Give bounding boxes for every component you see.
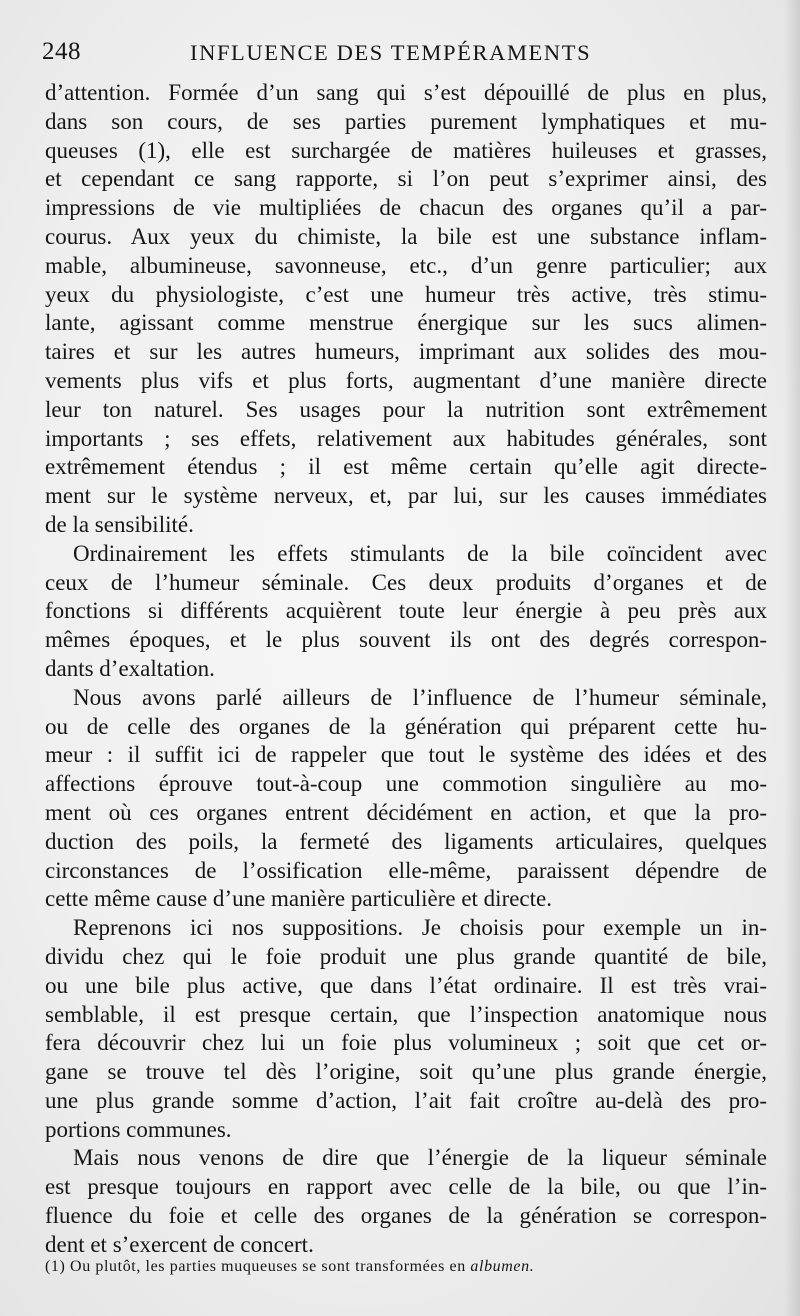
page-header — [42, 38, 762, 72]
text-line: mable, albumineuse, savonneuse, etc., d’un genre particulier; aux — [45, 252, 767, 278]
text-line: ou une bile plus active, que dans l’état ordinaire. Il est très vrai- — [45, 972, 767, 998]
text-line: dividu chez qui le foie produit une plus grande quantité de bile, — [45, 943, 767, 969]
text-line: Reprenons ici nos suppositions. Je choisis pour exemple un in- — [73, 915, 767, 941]
text-line: Nous avons parlé ailleurs de l’influence de l’humeur séminale, — [73, 684, 767, 710]
text-line: fluence du foie et celle des organes de la génération se correspon- — [45, 1203, 767, 1229]
text-line: de la sensibilité. — [45, 511, 194, 537]
text-line: importants ; ses effets, relativement aux habitudes générales, sont — [45, 425, 767, 451]
text-line: portions communes. — [45, 1116, 232, 1142]
text-line: gane se trouve tel dès l’origine, soit qu’une plus grande énergie, — [45, 1059, 767, 1085]
text-line: impressions de vie multipliées de chacun des organes qu’il a par- — [45, 195, 767, 221]
paragraph — [45, 540, 767, 684]
text-line: dent et s’exercent de concert. — [45, 1231, 314, 1257]
text-line: et cependant ce sang rapporte, si l’on peut s’exprimer ainsi, des — [45, 166, 767, 192]
body-text — [45, 79, 767, 1260]
page-edge-shadow — [784, 0, 800, 1316]
text-line: une plus grande somme d’action, l’ait fait croître au-delà des pro- — [45, 1087, 767, 1113]
paragraph — [45, 1144, 767, 1259]
text-line: affections éprouve tout-à-coup une commotion singulière au mo- — [45, 771, 767, 797]
text-line: leur ton naturel. Ses usages pour la nutrition sont extrêmement — [45, 396, 767, 422]
text-line: est presque toujours en rapport avec celle de la bile, ou que l’in- — [45, 1174, 767, 1200]
paragraph — [45, 79, 767, 540]
footnote-text: (1) Ou plutôt, les parties muqueuses se sont transformées en — [45, 1258, 466, 1275]
text-line: ment où ces organes entrent décidément en action, et que la pro- — [45, 799, 767, 825]
text-line: semblable, il est presque certain, que l’inspection anatomique nous — [45, 1001, 767, 1027]
text-line: fera découvrir chez lui un foie plus volumineux ; soit que cet or- — [45, 1030, 767, 1056]
text-line: extrêmement étendus ; il est même certain qu’elle agit directe- — [45, 454, 767, 480]
text-line: d’attention. Formée d’un sang qui s’est dépouillé de plus en plus, — [45, 80, 767, 105]
text-line: dants d’exaltation. — [45, 655, 215, 681]
text-line: fonctions si différents acquièrent toute leur énergie à peu près aux — [45, 598, 767, 624]
footnote-emphasis: albumen. — [470, 1258, 535, 1275]
text-line: mêmes époques, et le plus souvent ils ont des degrés correspon- — [45, 627, 767, 653]
text-line: duction des poils, la fermeté des ligaments articulaires, quelques — [45, 828, 767, 854]
text-line: courus. Aux yeux du chimiste, la bile est une substance inflam- — [45, 223, 767, 249]
page-number: 248 — [42, 38, 81, 65]
paragraph — [45, 684, 767, 914]
text-line: vements plus vifs et plus forts, augmentant d’une manière directe — [45, 367, 767, 393]
text-line: ou de celle des organes de la génération qui préparent cette hu- — [45, 713, 767, 739]
text-line: yeux du physiologiste, c’est une humeur très active, très stimu- — [45, 281, 767, 307]
text-line: taires et sur les autres humeurs, imprimant aux solides des mou- — [45, 339, 767, 365]
text-line: queuses (1), elle est surchargée de matières huileuses et grasses, — [45, 137, 767, 163]
text-line: meur : il suffit ici de rappeler que tout le système des idées et des — [45, 742, 767, 768]
text-line: circonstances de l’ossification elle-même, paraissent dépendre de — [45, 857, 767, 883]
paragraph — [45, 914, 767, 1144]
text-line: cette même cause d’une manière particulière et directe. — [45, 886, 552, 912]
text-line: dans son cours, de ses parties purement lymphatiques et mu- — [45, 108, 767, 134]
text-line: ment sur le système nerveux, et, par lui, sur les causes immédiates — [45, 483, 767, 509]
running-title: INFLUENCE DES TEMPÉRAMENTS — [190, 40, 592, 65]
text-line: ceux de l’humeur séminale. Ces deux produits d’organes et de — [45, 569, 767, 595]
text-line: Ordinairement les effets stimulants de la bile coïncident avec — [73, 540, 767, 566]
text-line: Mais nous venons de dire que l’énergie de la liqueur séminale — [73, 1145, 767, 1171]
text-line: lante, agissant comme menstrue énergique sur les sucs alimen- — [45, 310, 767, 336]
footnote — [45, 1258, 534, 1276]
